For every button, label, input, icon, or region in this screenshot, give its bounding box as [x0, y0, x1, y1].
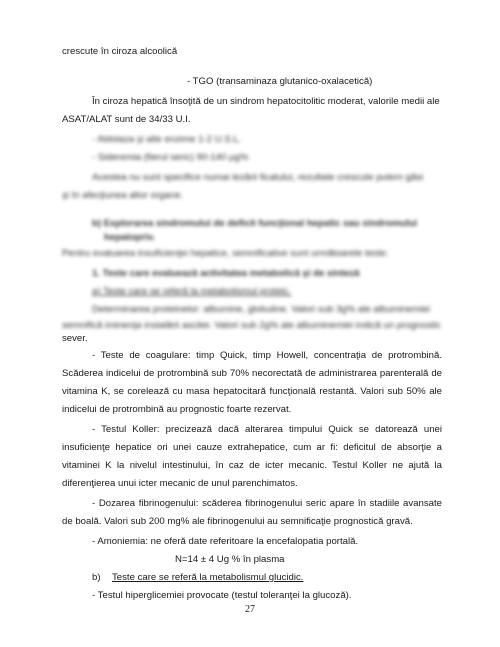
blurred-line-4: şi în afecţiunea altor organe.	[62, 190, 184, 201]
text-line-5: sever.	[62, 333, 88, 344]
blurred-heading-1: b) Explorarea sindromului de deficit funcţional hepatic sau sindromului	[92, 218, 418, 229]
text-line-7: Scăderea indicelui de protrombină sub 70% necorectată de administrarea parenterală de	[62, 368, 442, 379]
text-line-18: - Testul hiperglicemiei provocate (testul toleranţei la glucoză).	[92, 590, 352, 601]
text-line-9: indicelui de protrombină au prognostic foarte rezervat.	[62, 404, 292, 415]
text-line-14: - Dozarea fibrinogenului: scăderea fibrinogenului seric apare în stadiile avansate	[92, 498, 442, 509]
text-line-13: diferenţierea unui icter mecanic de unul parenchimatos.	[62, 478, 298, 489]
subheading-glucidic: Teste care se referă la metabolismul glucidic.	[112, 572, 304, 583]
blurred-line-1: - Aldolaza şi alte enzime 1-2 U.S.L.	[92, 134, 242, 145]
text-line-4: ASAT/ALAT sunt de 34/33 U.I.	[62, 114, 191, 125]
text-line-10: - Testul Koller: precizează dacă alterarea timpului Quick se datorează unei	[92, 424, 442, 435]
blurred-line-7: semnifică iminenţa instalării ascitei. Valori sub 2g% ale albuminemiei indică un prognostic	[62, 320, 441, 331]
blurred-line-6: Determinarea proteinelor: albumine, globuline. Valori sub 3g% ale albuminemiei	[92, 304, 430, 315]
text-line-15: de boală. Valori sub 200 mg% ale fibrinogenului au semnificaţie prognostică gravă.	[62, 516, 413, 527]
text-line-17: N=14 ± 4 Ug % în plasma	[175, 554, 285, 565]
text-line-1: crescute în ciroza alcoolică	[62, 46, 178, 57]
text-line-8: vitamina K, se corelează cu masa hepatocitară funcţională restantă. Valori sub 50% ale	[62, 386, 442, 397]
blurred-line-5: Pentru evaluarea insuficienţei hepatice, semnificative sunt următoarele teste:	[62, 248, 389, 259]
page-number: 27	[245, 604, 255, 615]
text-line-11: insuficienţe hepatice ori unei cauze extrahepatice, cum ar fi: deficitul de absorţie a	[62, 442, 442, 453]
list-marker-b: b)	[92, 572, 101, 583]
blurred-line-3: Acestea nu sunt specifice numai lezării ficatului, rezultate crescute putem găsi	[92, 172, 424, 183]
text-line-2: - TGO (transaminaza glutanico-oxalacetică)	[187, 76, 373, 87]
text-line-6: - Teste de coagulare: timp Quick, timp Howell, concentraţia de protrombină.	[92, 350, 442, 361]
blurred-subheading: a) Teste care se referă la metabolismul proteic.	[92, 286, 292, 297]
text-line-16: - Amoniemia: ne oferă date referitoare la encefalopatia portală.	[92, 536, 359, 547]
blurred-heading-3: 1. Teste care evaluează activitatea metabolică şi de sinteză	[92, 268, 360, 279]
text-line-12: vitaminei K la nivelul intestinului, în caz de icter mecanic. Testul Koller ne ajută la	[62, 460, 442, 471]
blurred-line-2: - Sideremia (fierul seric) 90-140 µg%	[92, 152, 249, 163]
text-line-3: În ciroza hepatică însoţită de un sindrom hepatocitolitic moderat, valorile medii ale	[92, 96, 440, 107]
blurred-heading-2: hepatopriv.	[104, 232, 155, 243]
